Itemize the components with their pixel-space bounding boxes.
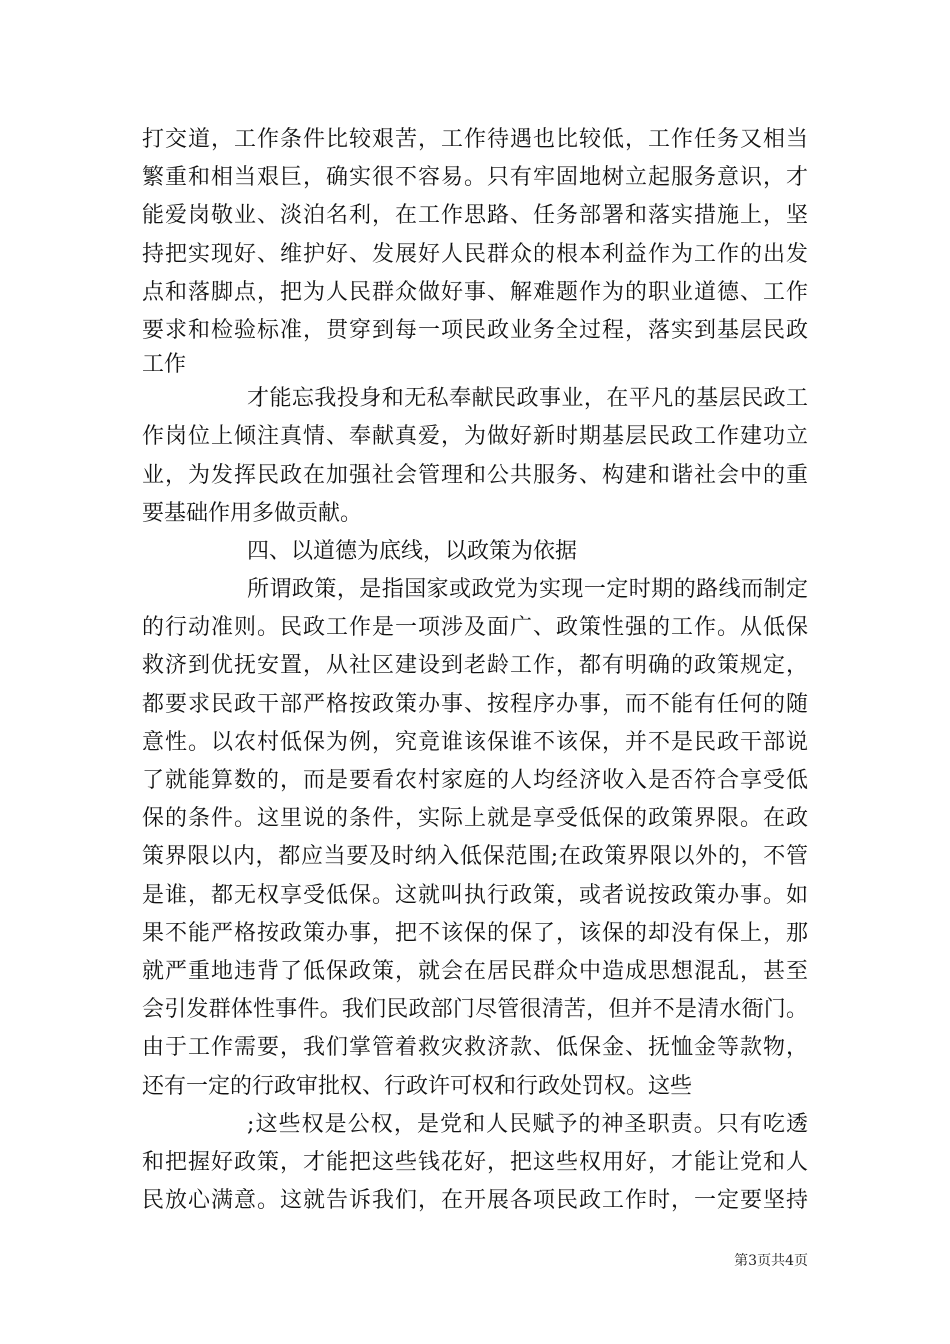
document-body xyxy=(142,121,808,1220)
text-line: 作岗位上倾注真情、奉献真爱，为做好新时期基层民政工作建功立 xyxy=(142,424,808,450)
text-line: 所谓政策，是指国家或政党为实现一定时期的路线而制定 xyxy=(247,577,808,603)
text-line: 繁重和相当艰巨，确实很不容易。只有牢固地树立起服务意识，才 xyxy=(142,165,808,191)
text-line: 要求和检验标准，贯穿到每一项民政业务全过程，落实到基层民政 xyxy=(142,317,808,343)
text-line: 工作 xyxy=(142,352,187,378)
text-line: 救济到优抚安置，从社区建设到老龄工作，都有明确的政策规定， xyxy=(142,653,808,679)
text-line: 还有一定的行政审批权、行政许可权和行政处罚权。这些 xyxy=(142,1073,693,1099)
text-line: 民放心满意。这就告诉我们，在开展各项民政工作时，一定要坚持 xyxy=(142,1188,808,1214)
text-line: 的行动准则。民政工作是一项涉及面广、政策性强的工作。从低保 xyxy=(142,615,808,641)
text-line: 了就能算数的，而是要看农村家庭的人均经济收入是否符合享受低 xyxy=(142,768,808,793)
text-line: 会引发群体性事件。我们民政部门尽管很清苦，但并不是清水衙门。 xyxy=(142,997,808,1023)
text-line: 才能忘我投身和无私奉献民政事业，在平凡的基层民政工 xyxy=(247,386,808,412)
text-line: 就严重地违背了低保政策，就会在居民群众中造成思想混乱，甚至 xyxy=(142,958,808,984)
text-line: 持把实现好、维护好、发展好人民群众的根本利益作为工作的出发 xyxy=(142,241,808,267)
text-line: ;这些权是公权，是党和人民赋予的神圣职责。只有吃透 xyxy=(247,1111,808,1137)
text-line: 业，为发挥民政在加强社会管理和公共服务、构建和谐社会中的重 xyxy=(142,462,808,488)
text-line: 保的条件。这里说的条件，实际上就是享受低保的政策界限。在政 xyxy=(142,806,808,832)
text-line: 和把握好政策，才能把这些钱花好，把这些权用好，才能让党和人 xyxy=(142,1149,808,1175)
text-line: 要基础作用多做贡献。 xyxy=(142,500,363,526)
text-line: 意性。以农村低保为例，究竟谁该保谁不该保，并不是民政干部说 xyxy=(142,729,808,755)
text-line: 四、以道德为底线，以政策为依据 xyxy=(247,538,578,564)
text-line: 都要求民政干部严格按政策办事、按程序办事，而不能有任何的随 xyxy=(142,691,808,717)
page-number: 第3页共4页 xyxy=(734,1253,808,1269)
text-line: 策界限以内，都应当要及时纳入低保范围;在政策界限以外的，不管 xyxy=(142,844,808,870)
text-line: 是谁，都无权享受低保。这就叫执行政策，或者说按政策办事。如 xyxy=(142,882,808,908)
text-line: 能爱岗敬业、淡泊名利，在工作思路、任务部署和落实措施上，坚 xyxy=(142,203,808,229)
text-line: 果不能严格按政策办事，把不该保的保了，该保的却没有保上，那 xyxy=(142,920,808,946)
text-line: 由于工作需要，我们掌管着救灾救济款、低保金、抚恤金等款物， xyxy=(142,1035,808,1061)
text-line: 打交道，工作条件比较艰苦，工作待遇也比较低，工作任务又相当 xyxy=(142,127,808,152)
text-line: 点和落脚点，把为人民群众做好事、解难题作为的职业道德、工作 xyxy=(142,279,808,305)
